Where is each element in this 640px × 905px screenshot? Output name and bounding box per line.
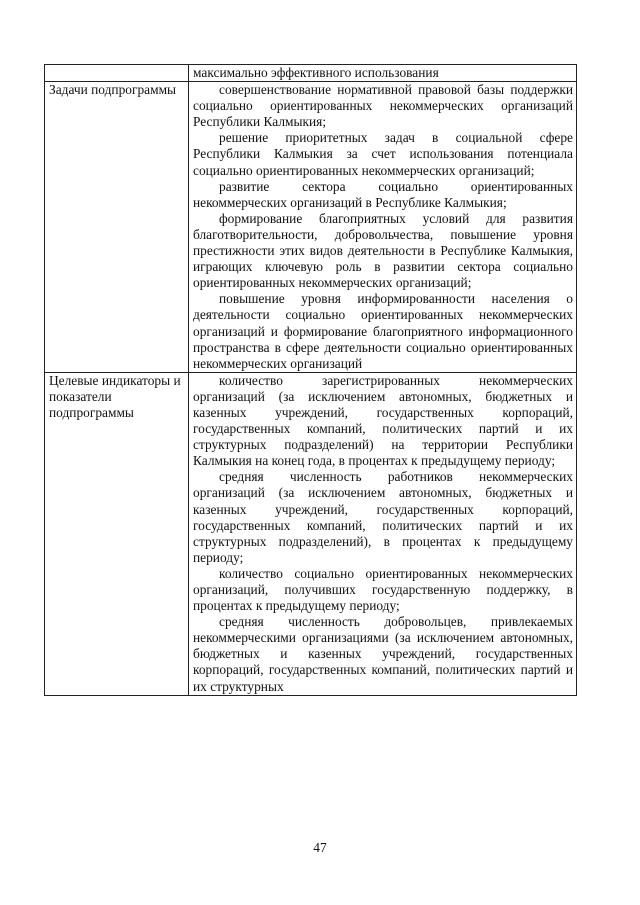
list-item: количество зарегистрированных некоммерческих организаций (за исключением автономных, бюджетных и казенных учреждений, государственных корпораций, государственных компаний, политических партий и их структурных подразделений) на территории Республики Калмыкия на конец года, в процентах к предыдущему периоду; — [193, 372, 573, 469]
label-cell-tasks — [45, 82, 189, 373]
content-cell-tasks — [189, 82, 577, 373]
continuation-text: максимально эффективного использования — [193, 65, 439, 80]
list-item: формирование благоприятных условий для развития благотворительности, добровольчества, повышение уровня престижности этих видов деятельности в Республике Калмыкия, играющих ключевую роль в развитии сектора социально ориентированных некоммерческих организаций; — [193, 210, 573, 291]
label-cell-indicators — [45, 372, 189, 695]
table-row-indicators — [45, 372, 577, 695]
list-item: решение приоритетных задач в социальной сфере Республики Калмыкия за счет использования потенциала социально ориентированных некоммерческих организаций; — [193, 130, 573, 178]
list-item: средняя численность работников некоммерческих организаций (за исключением автономных, бюджетных и казенных учреждений, государственных корпораций, государственных компаний, политических партий и их структурных подразделений), в процентах к предыдущему периоду; — [193, 469, 573, 565]
empty-label-cell — [45, 65, 189, 82]
list-item: количество социально ориентированных некоммерческих организаций, получивших государственную поддержку, в процентах к предыдущему периоду; — [193, 565, 573, 614]
list-item: повышение уровня информированности населения о деятельности социально ориентированных некоммерческих организаций и формирование благоприятного информационного пространства в сфере деятельности социально ориентированных некоммерческих организаций — [193, 291, 573, 371]
table-row-continuation — [45, 65, 577, 82]
row-label: Целевые индикаторы и показатели подпрограммы — [49, 372, 181, 420]
list-item: средняя численность добровольцев, привлекаемых некоммерческими организациями (за исключением автономных, бюджетных и казенных учреждений, государственных корпораций, государственных компаний, политических партий и их структурных — [193, 614, 573, 694]
passport-table — [44, 64, 577, 696]
content-cell-indicators — [189, 372, 577, 695]
list-item: совершенствование нормативной правовой базы поддержки социально ориентированных некоммерческих организаций Республики Калмыкия; — [193, 82, 573, 130]
continuation-cell — [189, 65, 577, 82]
row-label: Задачи подпрограммы — [49, 82, 177, 98]
list-item: развитие сектора социально ориентированных некоммерческих организаций в Республике Калмыкия; — [193, 178, 573, 210]
table-row-tasks — [45, 82, 577, 373]
page-number: 47 — [313, 840, 327, 855]
